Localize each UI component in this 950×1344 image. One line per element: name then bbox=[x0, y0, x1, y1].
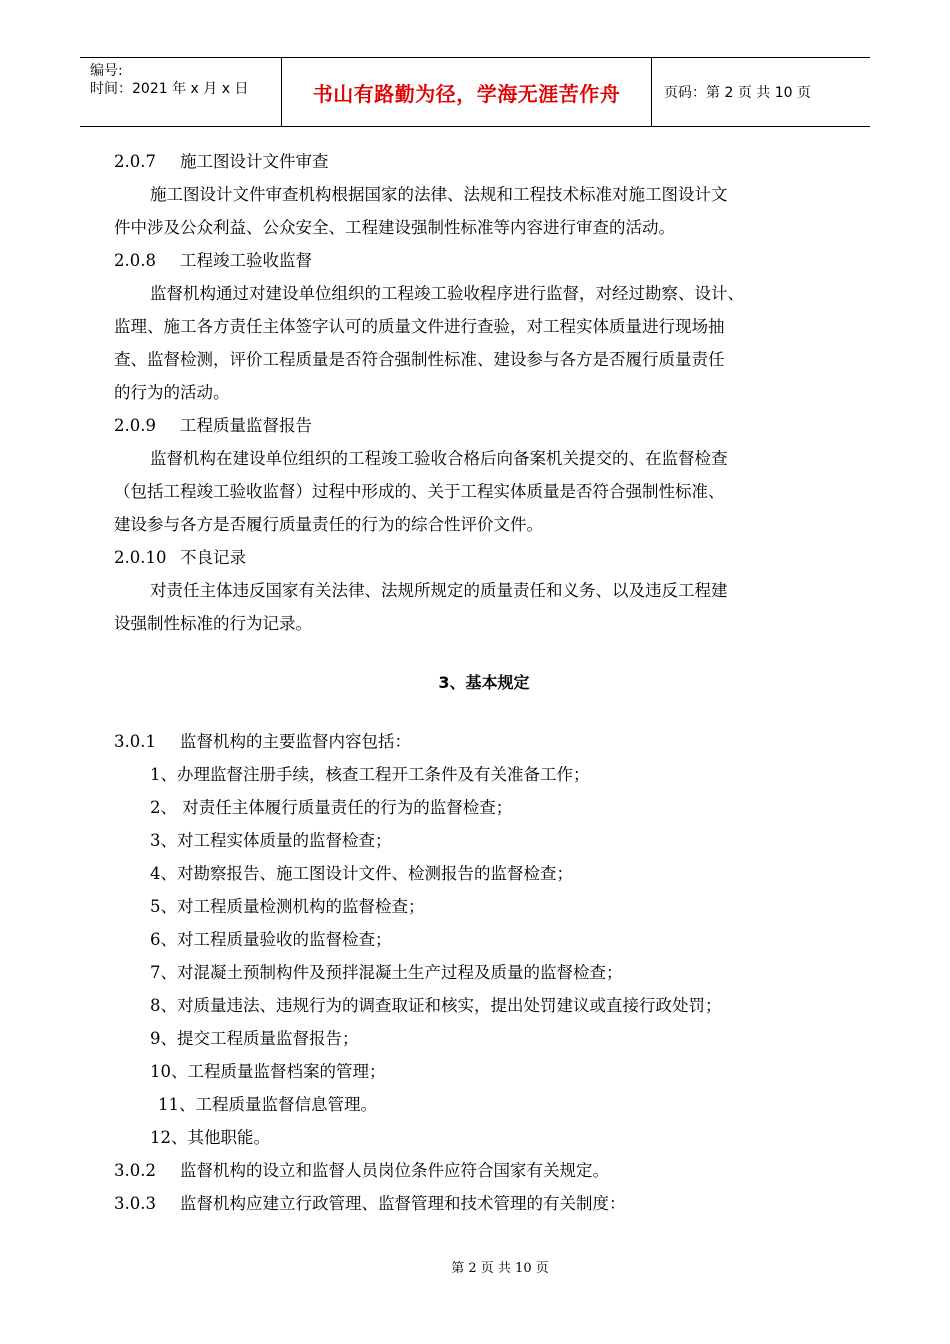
paragraph-line: 监理、施工各方责任主体签字认可的质量文件进行查验，对工程实体质量进行现场抽 bbox=[114, 317, 725, 336]
header-motto: 书山有路勤为径，学海无涯苦作舟 bbox=[282, 58, 652, 126]
paragraph-line: 建设参与各方是否履行质量责任的行为的综合性评价文件。 bbox=[114, 515, 543, 534]
list-item: 10、工程质量监督档案的管理； bbox=[150, 1062, 386, 1081]
list-item: 2、 对责任主体履行质量责任的行为的监督检查； bbox=[150, 798, 513, 817]
header-left-cell bbox=[80, 58, 282, 126]
header-page-info: 页码：第 2 页 共 10 页 bbox=[664, 85, 811, 101]
section-heading-3-0-1: 3.0.1 监督机构的主要监督内容包括： bbox=[114, 732, 411, 751]
page-footer: 第 2 页 共 10 页 bbox=[451, 1261, 549, 1276]
section-heading-2-0-10: 2.0.10 不良记录 bbox=[114, 548, 246, 567]
chapter-heading: 3、基本规定 bbox=[438, 673, 530, 692]
document-number-label: 编号: bbox=[90, 63, 123, 79]
paragraph-line: 的行为的活动。 bbox=[114, 383, 230, 402]
list-item: 4、对勘察报告、施工图设计文件、检测报告的监督检查； bbox=[150, 864, 573, 883]
paragraph-line: 对责任主体违反国家有关法律、法规所规定的质量责任和义务、以及违反工程建 bbox=[150, 581, 728, 600]
section-heading-2-0-8: 2.0.8 工程竣工验收监督 bbox=[114, 251, 312, 270]
spacer bbox=[114, 640, 854, 666]
list-item: 6、对工程质量验收的监督检查； bbox=[150, 930, 392, 949]
list-item: 11、工程质量监督信息管理。 bbox=[158, 1095, 377, 1114]
list-item: 1、办理监督注册手续，核查工程开工条件及有关准备工作； bbox=[150, 765, 590, 784]
list-item: 8、对质量违法、违规行为的调查取证和核实，提出处罚建议或直接行政处罚； bbox=[150, 996, 722, 1015]
page-header bbox=[80, 57, 870, 127]
list-item: 12、其他职能。 bbox=[150, 1128, 270, 1147]
list-item: 3、对工程实体质量的监督检查； bbox=[150, 831, 392, 850]
paragraph-line: 监督机构通过对建设单位组织的工程竣工验收程序进行监督，对经过勘察、设计、 bbox=[150, 284, 744, 303]
document-body bbox=[114, 145, 854, 1220]
list-item: 9、提交工程质量监督报告； bbox=[150, 1029, 359, 1048]
section-heading-3-0-2: 3.0.2 监督机构的设立和监督人员岗位条件应符合国家有关规定。 bbox=[114, 1161, 609, 1180]
spacer bbox=[114, 699, 854, 725]
list-item: 7、对混凝土预制构件及预拌混凝土生产过程及质量的监督检查； bbox=[150, 963, 623, 982]
paragraph-line: 件中涉及公众利益、公众安全、工程建设强制性标准等内容进行审查的活动。 bbox=[114, 218, 675, 237]
paragraph-line: 设强制性标准的行为记录。 bbox=[114, 614, 312, 633]
paragraph-line: 查、监督检测，评价工程质量是否符合强制性标准、建设参与各方是否履行质量责任 bbox=[114, 350, 725, 369]
paragraph-line: （包括工程竣工验收监督）过程中形成的、关于工程实体质量是否符合强制性标准、 bbox=[114, 482, 725, 501]
paragraph-line: 施工图设计文件审查机构根据国家的法律、法规和工程技术标准对施工图设计文 bbox=[150, 185, 728, 204]
document-date: 时间：2021 年 x 月 x 日 bbox=[90, 81, 249, 97]
section-heading-3-0-3: 3.0.3 监督机构应建立行政管理、监督管理和技术管理的有关制度： bbox=[114, 1194, 626, 1213]
list-item: 5、对工程质量检测机构的监督检查； bbox=[150, 897, 425, 916]
paragraph-line: 监督机构在建设单位组织的工程竣工验收合格后向备案机关提交的、在监督检查 bbox=[150, 449, 728, 468]
section-heading-2-0-9: 2.0.9 工程质量监督报告 bbox=[114, 416, 312, 435]
section-heading-2-0-7: 2.0.7 施工图设计文件审查 bbox=[114, 152, 329, 171]
